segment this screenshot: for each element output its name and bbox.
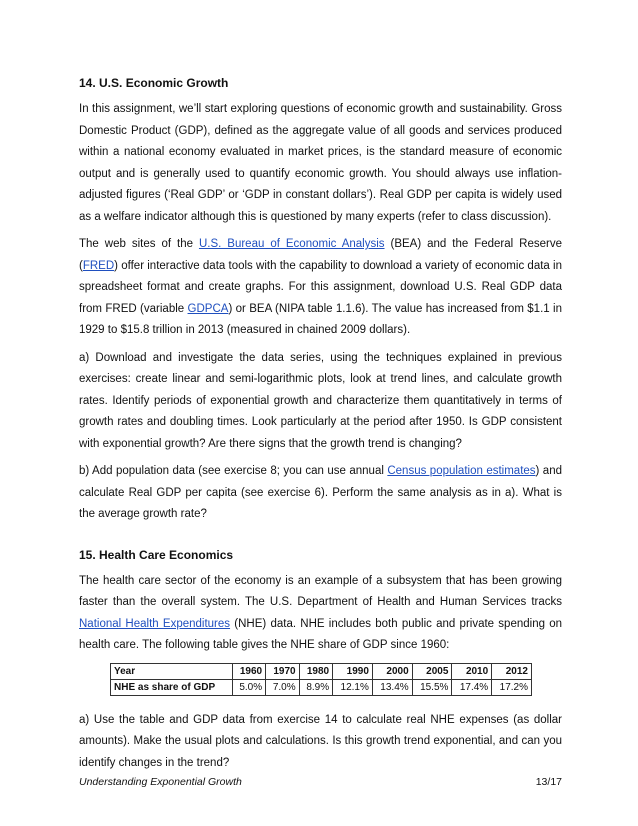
table-row [111,663,532,679]
table-cell: 8.9% [299,679,333,695]
text-span: The web sites of the [79,238,199,250]
section-15-paragraph-2: a) Use the table and GDP data from exercise 14 to calculate real NHE expenses (as dollar amounts). Make the usual plots and calculations. Is this growth trend exponential, and can you identify changes in the trend? [79,713,562,769]
table-cell: 12.1% [333,679,373,695]
section-15-title: 15. Health Care Economics [79,547,234,562]
table-cell: 2010 [452,663,492,679]
table-cell: 1990 [333,663,373,679]
text-span: ) or BEA (NIPA table 1.1.6). The value has increased from $1.1 in 1929 to $15.8 trillion in 2013 (measured in chained 2009 dollars). [79,302,562,336]
section-14-paragraph-3: a) Download and investigate the data series, using the techniques explained in previous exercises: create linear and semi-logarithmic plots, look at trend lines, and calculate growth rates. Identify periods of exponential growth and characterize them quantitatively in terms of growth rates and doubling times. Look particularly at the period after 1950. Is GDP consistent with exponential growth? Are there signs that the growth trend is changing? [79,351,562,450]
text-span: The health care sector of the economy is an example of a subsystem that has been growing faster than the overall system. The U.S. Department of Health and Human Services tracks [79,574,562,608]
section-14-title: 14. U.S. Economic Growth [79,76,229,90]
table-cell: 17.2% [492,679,532,695]
page-number: 13/17 [535,776,562,788]
section-14-paragraph-1: In this assignment, we’ll start exploring questions of economic growth and sustainability. Gross Domestic Product (GDP), defined as the aggregate value of all goods and services produced within a national economy evaluated in market prices, is the standard measure of economic output and is generally used to quantify economic growth. You should always use inflation-adjusted figures (‘Real GDP’ or ‘GDP in constant dollars’). Real GDP per capita is widely used as a welfare indicator although this is questioned by many experts (refer to class discussion). [79,103,562,223]
page-content [79,76,562,780]
fred-link[interactable]: FRED [82,259,115,272]
table-cell: 1970 [266,663,300,679]
table-cell: 2012 [492,663,532,679]
section-14-paragraph-4 [79,461,562,526]
table-row [111,679,532,695]
table-cell: 17.4% [452,679,492,695]
text-span: ) and calculate Real GDP per capita (see exercise 6). Perform the same analysis as in a). What is the average growth rate? [79,465,562,520]
table-cell: 15.5% [412,679,452,695]
gdpca-link[interactable]: GDPCA [187,302,229,315]
table-row-label: Year [111,663,233,679]
table-cell: 2000 [372,663,412,679]
table-cell: 5.0% [232,679,266,695]
section-15-paragraph-1 [79,571,562,657]
text-span: (BEA) and the Federal Reserve ( [79,238,562,272]
table-cell: 2005 [412,663,452,679]
table-cell: 7.0% [266,679,300,695]
table-row-label: NHE as share of GDP [111,679,233,695]
footer-title: Understanding Exponential Growth [79,776,242,788]
section-14-paragraph-2 [79,234,562,342]
page-footer [79,776,562,788]
table-cell: 13.4% [372,679,412,695]
text-span: b) Add population data (see exercise 8; you can use annual [79,465,388,477]
bea-link[interactable]: U.S. Bureau of Economic Analysis [198,238,385,250]
census-population-link[interactable]: Census population estimates [387,465,536,477]
table-cell: 1960 [232,663,266,679]
nhe-share-table [110,663,532,696]
text-span: ) offer interactive data tools with the capability to download a variety of economic data in spreadsheet format and create graphs. For this assignment, download U.S. Real GDP data from FRED (variable [79,259,562,315]
text-span: (NHE) data. NHE includes both public and private spending on health care. The following table gives the NHE share of GDP since 1960: [79,617,563,651]
table-cell: 1980 [299,663,333,679]
section-spacer [79,532,562,548]
nhe-link[interactable]: National Health Expenditures [79,617,231,630]
